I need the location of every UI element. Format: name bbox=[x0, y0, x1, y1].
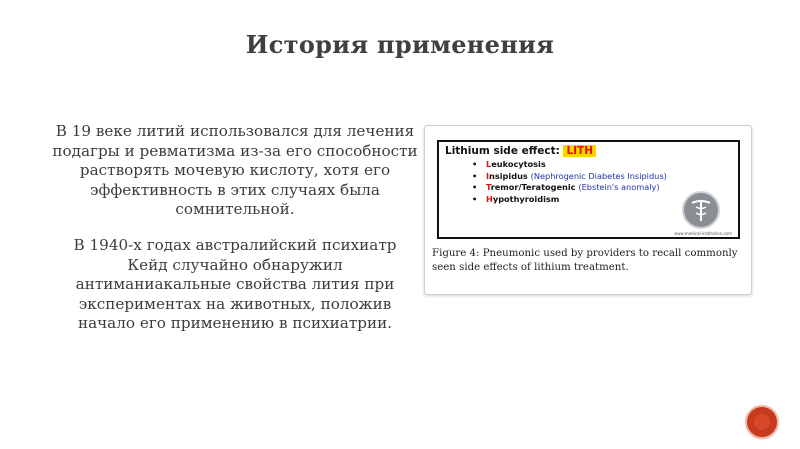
list-item bbox=[472, 182, 667, 194]
caduceus-logo-icon bbox=[682, 191, 720, 229]
item-text: nsipidus bbox=[489, 170, 531, 181]
item-initial: H bbox=[486, 193, 493, 204]
list-item bbox=[472, 159, 667, 171]
item-detail: (Nephrogenic Diabetes Insipidus) bbox=[530, 170, 667, 181]
item-text: ypothyroidism bbox=[492, 193, 560, 204]
figure-card bbox=[424, 125, 752, 295]
nav-circle-icon[interactable] bbox=[747, 407, 777, 437]
paragraph-history-19th-century: В 19 веке литий использовался для лечения подагры и ревматизма из-за его способности растворять мочевую кислоту, хотя его эффективность в этих случаях была сомнительной. bbox=[52, 122, 418, 219]
item-text: remor/Teratogenic bbox=[490, 182, 579, 192]
logo-caption: www.medical-institution.com bbox=[674, 231, 732, 236]
item-initial: I bbox=[486, 170, 490, 181]
paragraph-cade-discovery: В 1940-х годах австралийский психиатр Кейд случайно обнаружил антиманиакальные свойства лития при экспериментах на животных, положив начало его применению в психиатрии. bbox=[73, 235, 397, 333]
mnemonic-list bbox=[472, 159, 667, 205]
list-item bbox=[472, 194, 667, 206]
item-text: eukocytosis bbox=[491, 159, 546, 169]
figure-caption: Figure 4: Pneumonic used by providers to recall commonly seen side effects of lithium treatment. bbox=[432, 248, 738, 273]
item-initial: L bbox=[486, 159, 492, 169]
list-item bbox=[472, 171, 667, 183]
item-initial: T bbox=[486, 182, 491, 192]
mnemonic-highlight: LITH bbox=[563, 145, 596, 157]
slide-title: История применения bbox=[245, 30, 555, 59]
mnemonic-title bbox=[445, 145, 596, 157]
mnemonic-title-text: Lithium side effect: bbox=[445, 145, 564, 157]
mnemonic-box bbox=[437, 140, 740, 239]
item-detail: (Ebstein's anomaly) bbox=[578, 182, 660, 192]
body-text bbox=[52, 122, 418, 350]
